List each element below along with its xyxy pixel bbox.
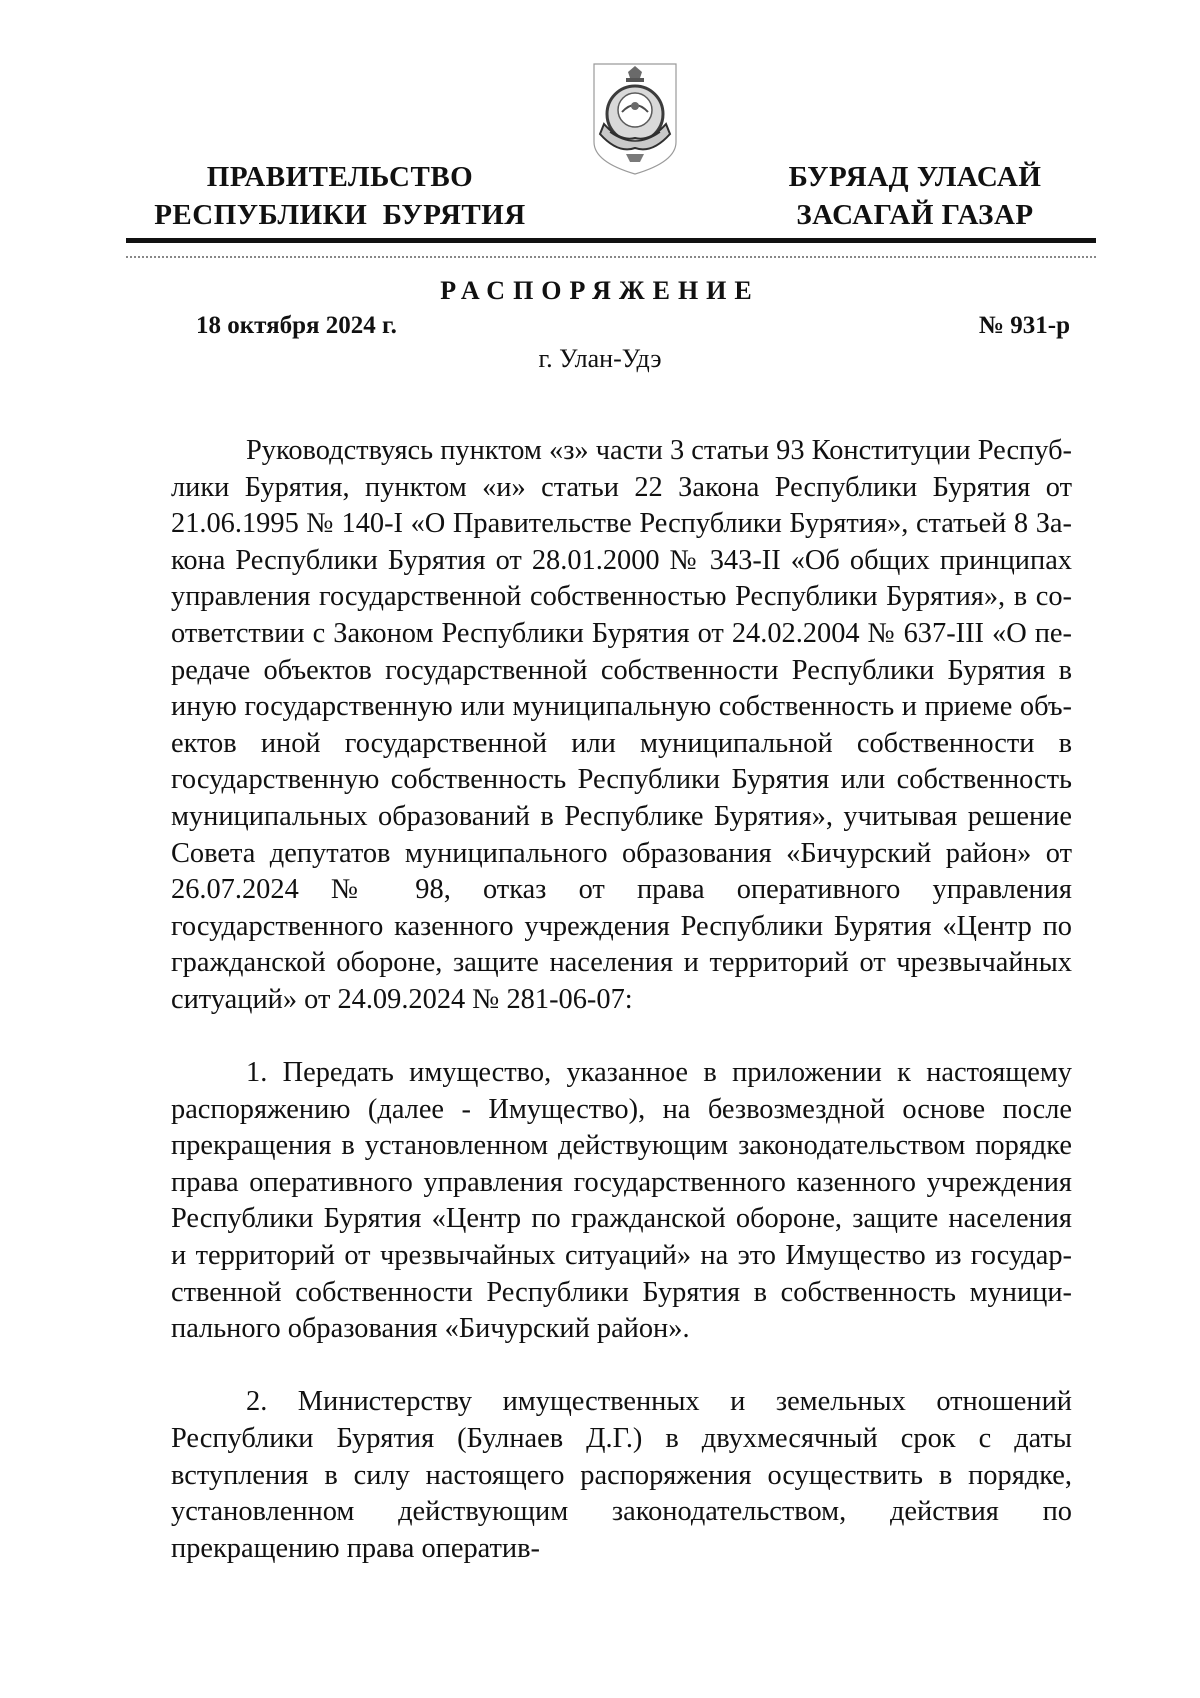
government-name-line: ПРАВИТЕЛЬСТВО (206, 161, 474, 193)
government-name-russian (140, 158, 540, 234)
document-body (171, 433, 1072, 1567)
document-type-title: РАСПОРЯЖЕНИЕ (440, 276, 760, 305)
preamble-paragraph: Руководствуясь пунктом «з» части 3 статьи 93 Конституции Республики Бурятия, пунктом «и» статьи 22 Закона Республики Бурятия от 21.06.1995 № 140-I «О Правительстве Республики Бурятия», статьей 8 Закона Республики Бурятия от 28.01.2000 № 343-II «Об общих принципах управления государственной собственностью Республики Бурятия», в соответствии с Законом Республики Бурятия от 24.02.2004 № 637-III «О передаче объектов государственной собственности Республики Бурятия в иную государственную или муниципальную собственность и приеме объектов иной государственной или муниципальной собственности в государственную собственность Республики Бурятия или собственность муниципальных образований в Республике Бурятия», учитывая решение Совета депутатов муниципального образования «Бичурский район» от 26.07.2024 № 98, отказ от права оперативного управления государственного казенного учреждения Республики Бурятия «Центр по гражданской обороне, защите населения и территорий от чрезвычайных ситуаций» от 24.09.2024 № 281-06-07: (171, 435, 1072, 1015)
document-date: 18 октября 2024 г. (196, 312, 397, 339)
coat-of-arms-icon (590, 58, 680, 176)
government-name-line: РЕСПУБЛИКИ БУРЯТИЯ (154, 199, 526, 231)
government-name-line: ЗАСАГАЙ ГАЗАР (796, 199, 1034, 231)
item-2-paragraph: 2. Министерству имущественных и земельных отношений Республики Бурятия (Булнаев Д.Г.) в двухмесячный срок с даты вступления в силу настоящего распоряжения осуществить в порядке, установленном действующим законодательством, действия по прекращению права оператив- (171, 1386, 1072, 1564)
header-divider (126, 238, 1096, 243)
government-name-buryat (740, 158, 1090, 234)
item-1-paragraph: 1. Передать имущество, указанное в приложении к настоящему распоряжению (далее - Имущество), на безвозмездной основе после прекращения в установленном действующим законодательством порядке права оперативного управления государственного казенного учреждения Республики Бурятия «Центр по гражданской обороне, защите населения и территорий от чрезвычайных ситуаций» на это Имущество из государственной собственности Республики Бурятия в собственность муниципального образования «Бичурский район». (171, 1057, 1072, 1345)
header-dotted-divider (126, 256, 1096, 258)
document-number: № 931-р (978, 312, 1070, 339)
government-name-line: БУРЯАД УЛАСАЙ (788, 161, 1042, 193)
document-city: г. Улан-Удэ (538, 344, 662, 373)
